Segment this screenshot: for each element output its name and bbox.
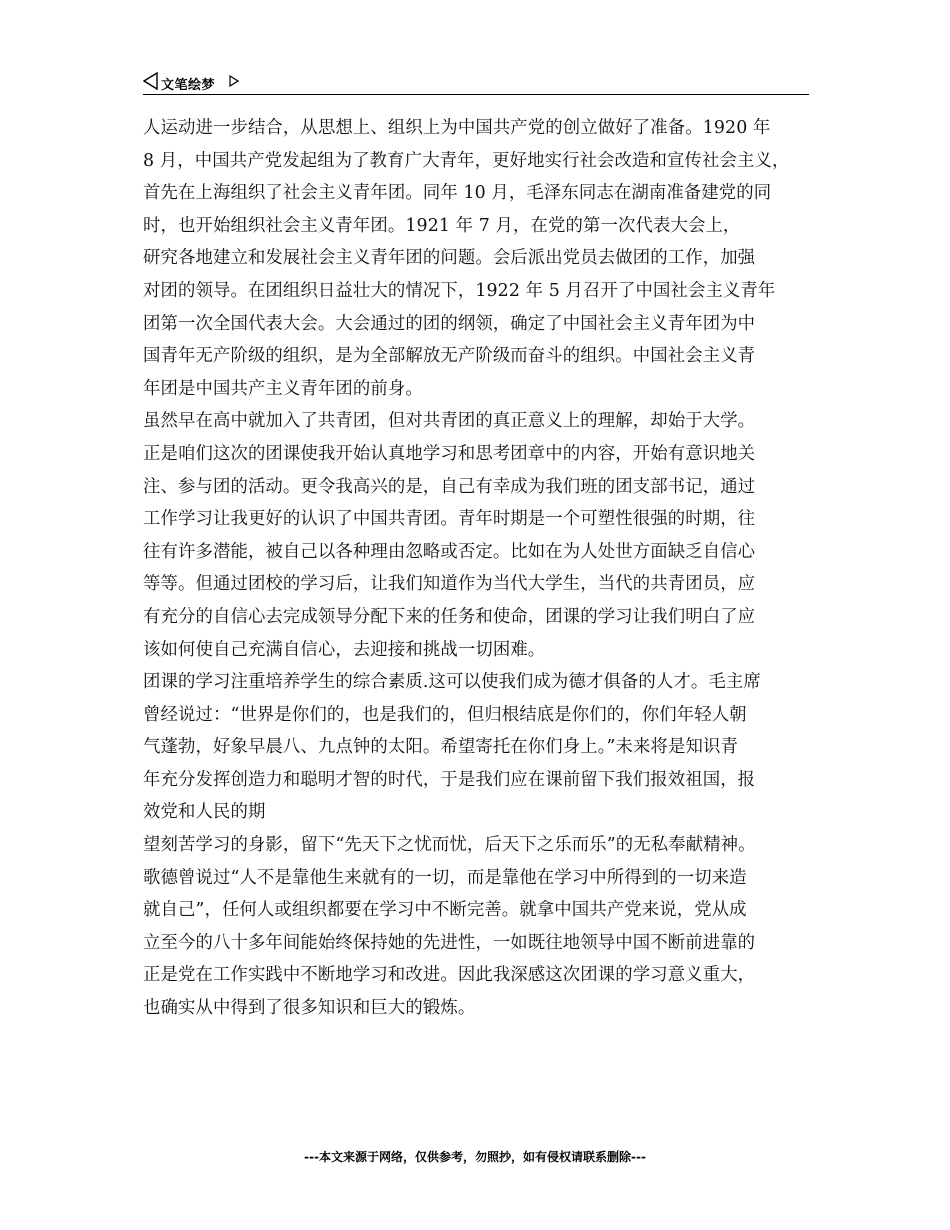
header-brand: 文笔绘梦 [161,78,216,93]
triangle-left-icon [143,72,159,90]
text-line: 注、参与团的活动。更令我高兴的是，自己有幸成为我们班的团支部书记，通过 [143,476,756,497]
text-line: 有充分的自信心去完成领导分配下来的任务和使命，团课的学习让我们明白了应 [143,606,756,627]
text-line: 曾经说过：“世界是你们的，也是我们的，但归根结底是你们的，你们年轻人朝 [143,704,747,725]
text-line: 团课的学习注重培养学生的综合素质.这可以使我们成为德才俱备的人才。毛主席 [143,672,761,693]
text-line: 时，也开始组织社会主义青年团。1921 年 7 月，在党的第一次代表大会上， [143,215,741,236]
triangle-right-icon [229,75,239,87]
text-line: 人运动进一步结合，从思想上、组织上为中国共产党的创立做好了准备。1920 年 [143,118,771,138]
text-line: 工作学习让我更好的认识了中国共青团。青年时期是一个可塑性很强的时期，往 [143,509,756,530]
text-line: 望刻苦学习的身影，留下“先天下之忧而忧，后天下之乐而乐”的无私奉献精神。 [143,835,756,856]
text-line: 也确实从中得到了很多知识和巨大的锻炼。 [143,998,476,1019]
text-line: 往有许多潜能，被自己以各种理由忽略或否定。比如在为人处世方面缺乏自信心 [143,541,756,562]
page-header [143,72,809,95]
text-line: 气蓬勃，好象早晨八、九点钟的太阳。希望寄托在你们身上。”未来将是知识青 [143,737,738,758]
text-line: 国青年无产阶级的组织，是为全部解放无产阶级而奋斗的组织。中国社会主义青 [143,346,756,367]
text-line: 正是咱们这次的团课使我开始认真地学习和思考团章中的内容，开始有意识地关 [143,443,756,464]
text-line: 首先在上海组织了社会主义青年团。同年 10 月，毛泽东同志在湖南准备建党的同 [143,183,772,204]
text-line: 歌德曾说过“人不是靠他生来就有的一切，而是靠他在学习中所得到的一切来造 [143,867,747,888]
text-line: 研究各地建立和发展社会主义青年团的问题。会后派出党员去做团的工作，加强 [143,248,756,269]
text-line: 年充分发挥创造力和聪明才智的时代，于是我们应在课前留下我们报效祖国，报 [143,769,756,790]
text-line: 就自己”，任何人或组织都要在学习中不断完善。就拿中国共产党来说，党从成 [143,900,747,921]
text-line: 8 月，中国共产党发起组为了教育广大青年，更好地实行社会改造和宣传社会主义， [143,150,790,171]
text-line: 团第一次全国代表大会。大会通过的团的纲领，确定了中国社会主义青年团为中 [143,313,756,334]
document-body [143,112,813,1025]
text-line: 效党和人民的期 [143,802,266,823]
text-line: 虽然早在高中就加入了共青团，但对共青团的真正意义上的理解，却始于大学。 [143,411,756,432]
text-line: 等等。但通过团校的学习后，让我们知道作为当代大学生，当代的共青团员，应 [143,574,756,595]
text-line: 对团的领导。在团组织日益壮大的情况下，1922 年 5 月召开了中国社会主义青年 [143,280,776,301]
disclaimer-footer: ---本文来源于网络，仅供参考，勿照抄，如有侵权请联系删除--- [304,1150,646,1164]
text-line: 年团是中国共产主义青年团的前身。 [143,378,423,399]
text-line: 正是党在工作实践中不断地学习和改进。因此我深感这次团课的学习意义重大， [143,965,756,986]
text-line: 立至今的八十多年间能始终保持她的先进性，一如既往地领导中国不断前进靠的 [143,932,756,953]
text-line: 该如何使自己充满自信心，去迎接和挑战一切困难。 [143,639,546,660]
